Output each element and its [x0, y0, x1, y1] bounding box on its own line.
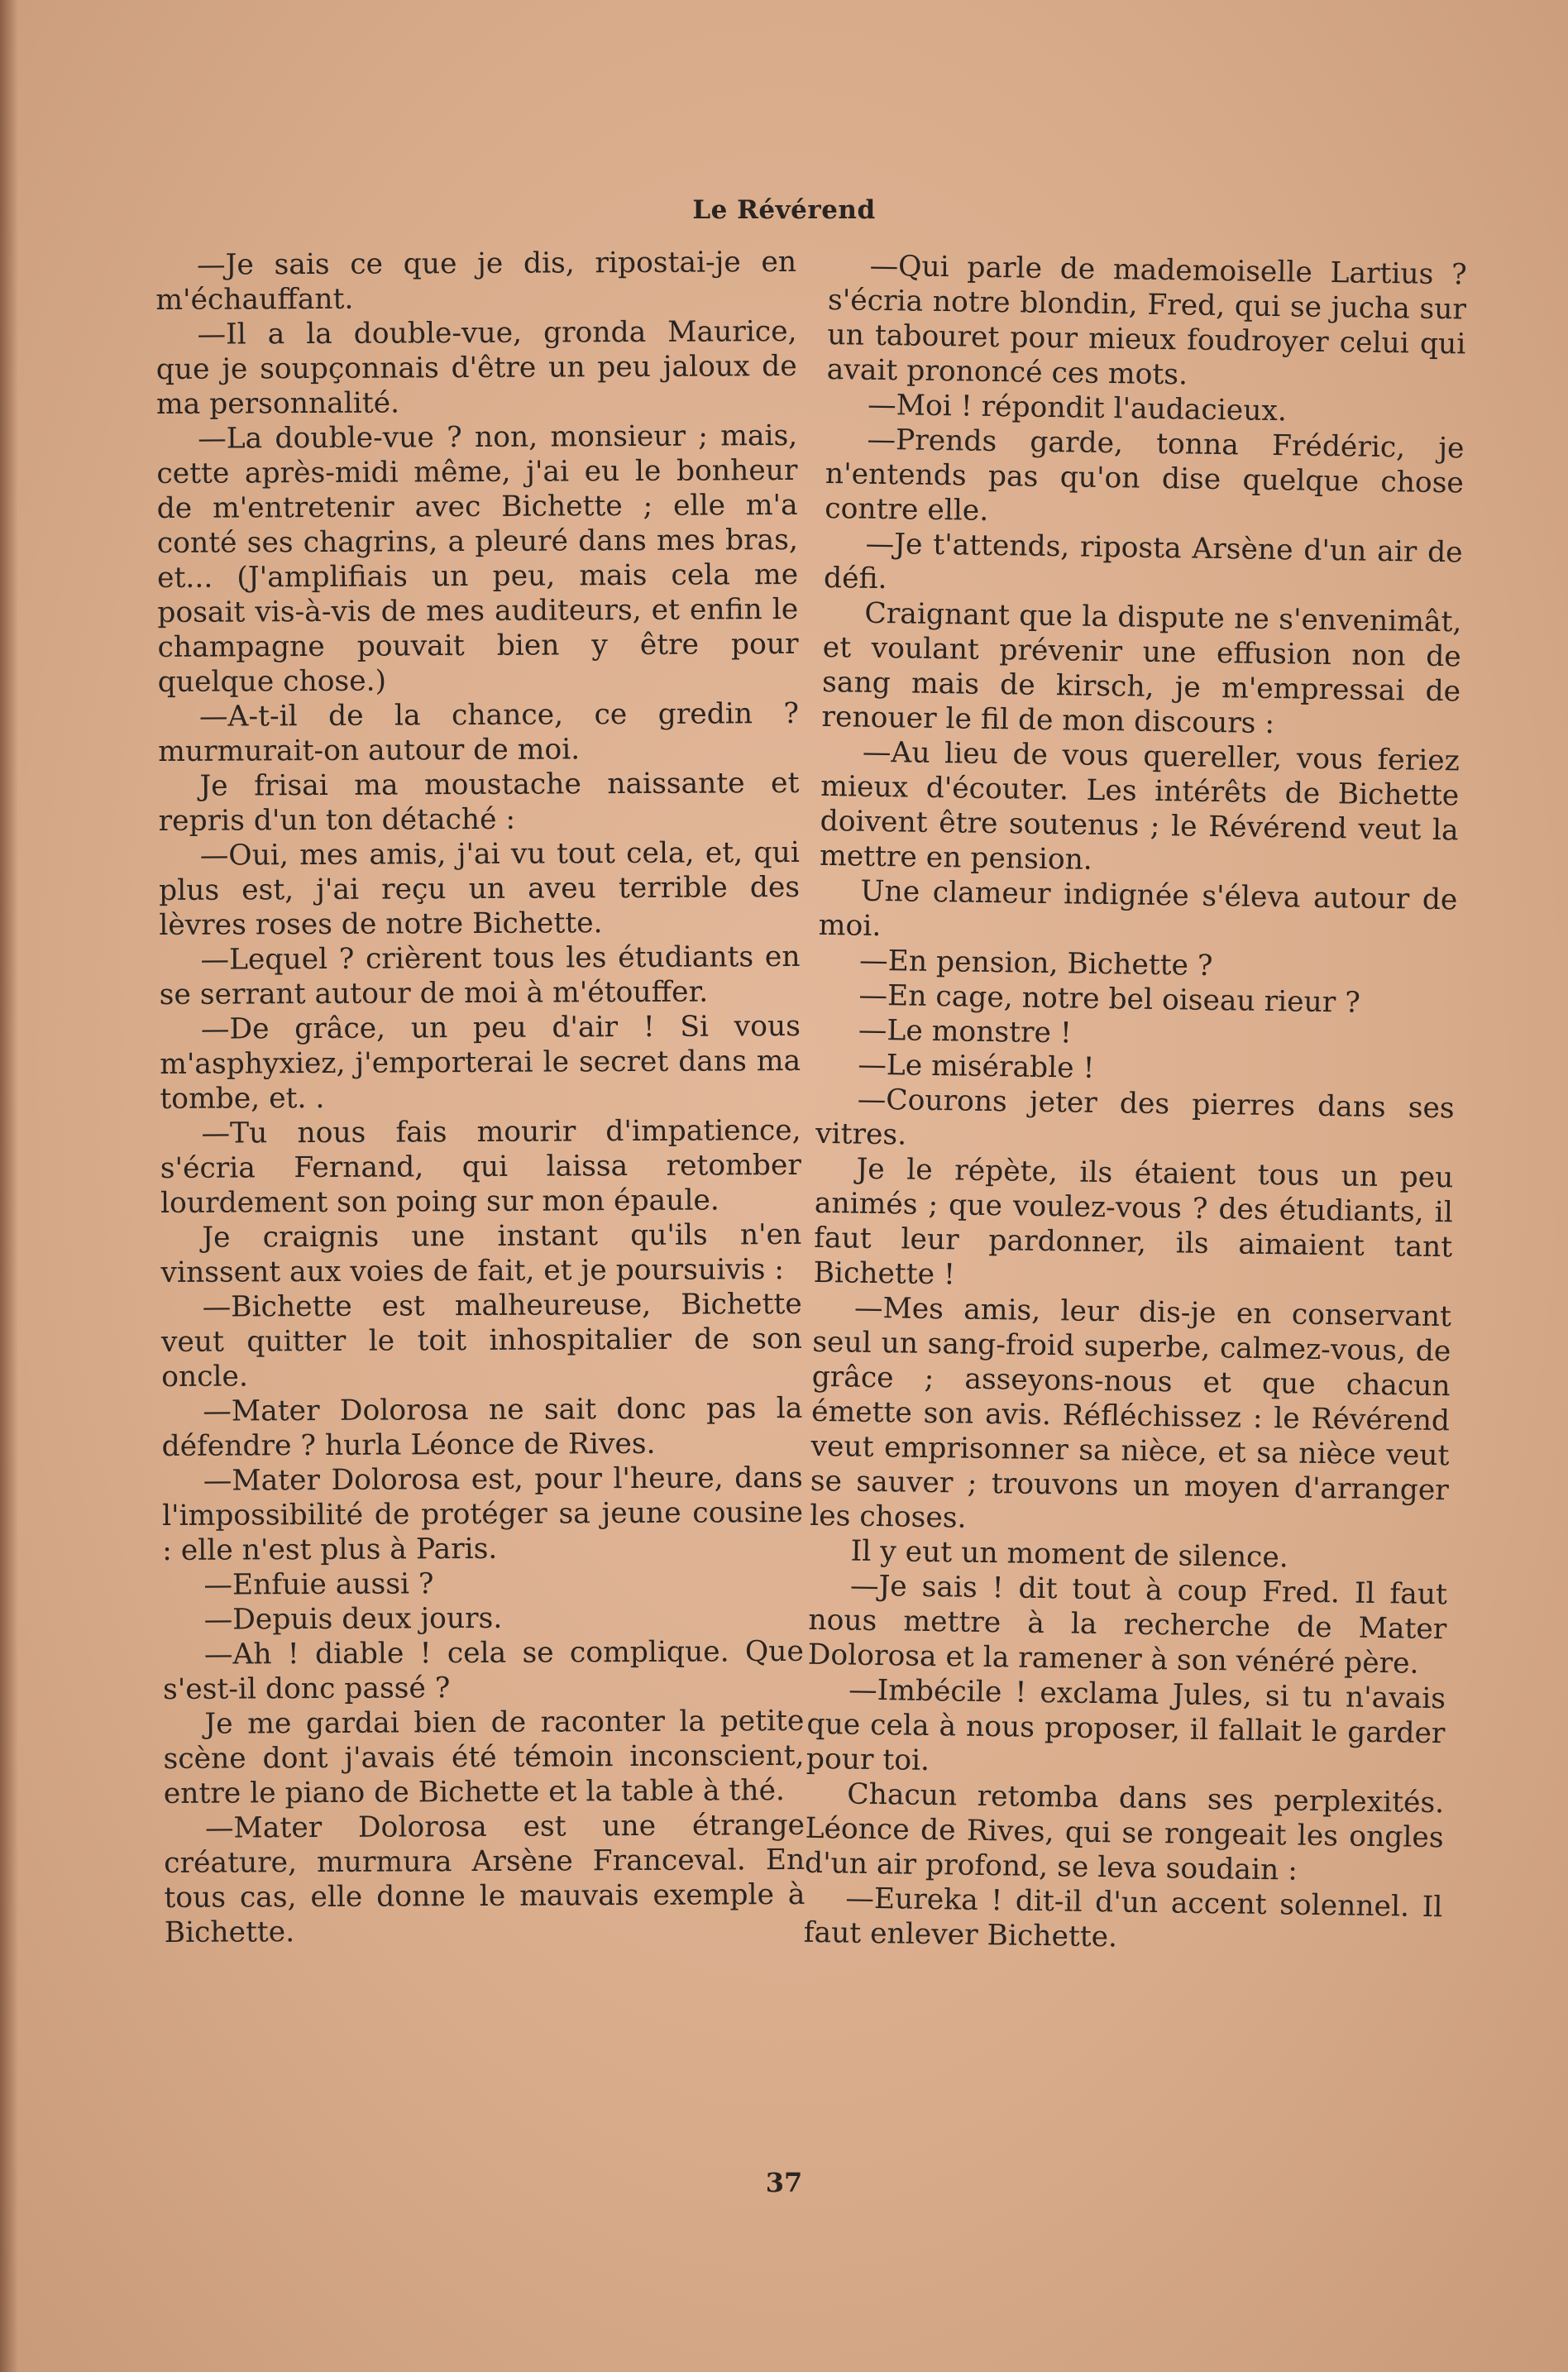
paragraph: —Courons jeter des pierres dans ses vitres.	[815, 1083, 1455, 1152]
paragraph: Je le répète, ils étaient tous un peu animés ; que voulez-vous ? des étudiants, il faut leur pardonner, ils aimaient tant Bichette !	[813, 1152, 1454, 1292]
paragraph: —Eureka ! dit-il d'un accent solennel. Il faut enlever Bichette.	[803, 1882, 1443, 1954]
paragraph: —Imbécile ! exclama Jules, si tu n'avais que cela à nous proposer, il fallait le garder pour toi.	[806, 1673, 1446, 1778]
paragraph: —Qui parle de mademoiselle Lartius ? s'écria notre blondin, Fred, qui se jucha sur un tabouret pour mieux foudroyer celui qui avait prononcé ces mots.	[826, 249, 1467, 392]
paragraph: —Mes amis, leur dis-je en conservant seul un sang-froid superbe, calmez-vous, de grâce ; asseyons-nous et que chacun émette son avis. Réfléchissez : le Révérend veut emprisonner sa nièce, et sa nièce veut se sauver ; trouvons un moyen d'arranger les choses.	[809, 1291, 1452, 1535]
paragraph: —Ah ! diable ! cela se complique. Que s'est-il donc passé ?	[163, 1634, 805, 1706]
paragraph: —Prends garde, tonna Frédéric, je n'entends pas qu'on dise quelque chose contre elle.	[825, 423, 1465, 528]
paragraph: —Bichette est malheureuse, Bichette veut quitter le toit inhospitalier de son oncle.	[160, 1287, 803, 1394]
paragraph: Chacun retomba dans ses perplexités. Léonce de Rives, qui se rongeait les ongles d'un air profond, se leva soudain :	[804, 1777, 1445, 1887]
paragraph: —La double-vue ? non, monsieur ; mais, cette après-midi même, j'ai eu le bonheur de m'entretenir avec Bichette ; elle m'a conté ses chagrins, a pleuré dans mes bras, et... (J'amplifiais un peu, mais cela me posait vis-à-vis de mes auditeurs, et enfin le champagne pouvait bien y être pour quelque chose.)	[156, 418, 799, 699]
paragraph: —En pension, Bichette ?	[858, 944, 1213, 983]
paragraph: —Il a la double-vue, gronda Maurice, que je soupçonnais d'être un peu jaloux de ma personnalité.	[155, 314, 797, 421]
paragraph: —Le monstre !	[858, 1013, 1073, 1050]
paragraph: —Oui, mes amis, j'ai vu tout cela, et, qui plus est, j'ai reçu un aveu terrible des lèvres roses de notre Bichette.	[158, 835, 801, 942]
paragraph: Je craignis une instant qu'ils n'en vinssent aux voies de fait, et je poursuivis :	[160, 1217, 802, 1289]
paragraph: —Mater Dolorosa ne sait donc pas la défendre ? hurla Léonce de Rives.	[161, 1391, 803, 1463]
paragraph: Il y eut un moment de silence.	[850, 1534, 1289, 1575]
paragraph: —Mater Dolorosa est, pour l'heure, dans l'impossibilité de protéger sa jeune cousine : elle n'est plus à Paris.	[161, 1461, 804, 1567]
right-column	[803, 248, 1466, 1959]
running-head: Le Révérend	[692, 195, 876, 225]
paragraph: —Le misérable !	[858, 1048, 1095, 1085]
paragraph: —Mater Dolorosa est une étrange créature, murmura Arsène Franceval. En tous cas, elle donne le mauvais exemple à Bichette.	[164, 1808, 806, 1949]
paragraph: —Enfuie aussi ?	[203, 1567, 434, 1602]
paragraph: —Tu nous fais mourir d'impatience, s'écria Fernand, qui laissa retomber lourdement son poing sur mon épaule.	[160, 1113, 801, 1220]
paragraph: Une clameur indignée s'éleva autour de moi.	[818, 874, 1458, 944]
paragraph: Je me gardai bien de raconter la petite scène dont j'avais été témoin inconscient, entre le piano de Bichette et la table à thé.	[163, 1704, 805, 1810]
paragraph: —Je t'attends, riposta Arsène d'un air de défi.	[823, 527, 1463, 596]
paragraph: —Lequel ? crièrent tous les étudiants en se serrant autour de moi à m'étouffer.	[159, 940, 801, 1011]
paragraph: —Depuis deux jours.	[203, 1601, 503, 1637]
paragraph: —En cage, notre bel oiseau rieur ?	[858, 978, 1361, 1020]
paragraph: Je frisai ma moustache naissante et repris d'un ton détaché :	[158, 766, 800, 838]
paragraph: —A-t-il de la chance, ce gredin ? murmurait-on autour de moi.	[158, 696, 800, 768]
paragraph: —Je sais ce que je dis, ripostai-je en m'échauffant.	[155, 245, 797, 317]
paragraph: Craignant que la dispute ne s'envenimât, et voulant prévenir une effusion non de sang mais de kirsch, je m'empressai de renouer le fil de mon discours :	[821, 596, 1462, 741]
left-column	[155, 245, 806, 1950]
paragraph: —De grâce, un peu d'air ! Si vous m'asphyxiez, j'emporterai le secret dans ma tombe, et. .	[160, 1009, 801, 1116]
paragraph: —Je sais ! dit tout à coup Fred. Il faut nous mettre à la recherche de Mater Dolorosa et la ramener à son vénéré père.	[807, 1569, 1448, 1681]
page-number: 37	[765, 2167, 803, 2198]
page-edge-shadow	[0, 0, 18, 2372]
paragraph: —Au lieu de vous quereller, vous feriez mieux d'écouter. Les intérêts de Bichette doivent être soutenus ; le Révérend veut la mettre en pension.	[819, 735, 1460, 877]
paragraph: —Moi ! répondit l'audacieux.	[867, 388, 1288, 428]
